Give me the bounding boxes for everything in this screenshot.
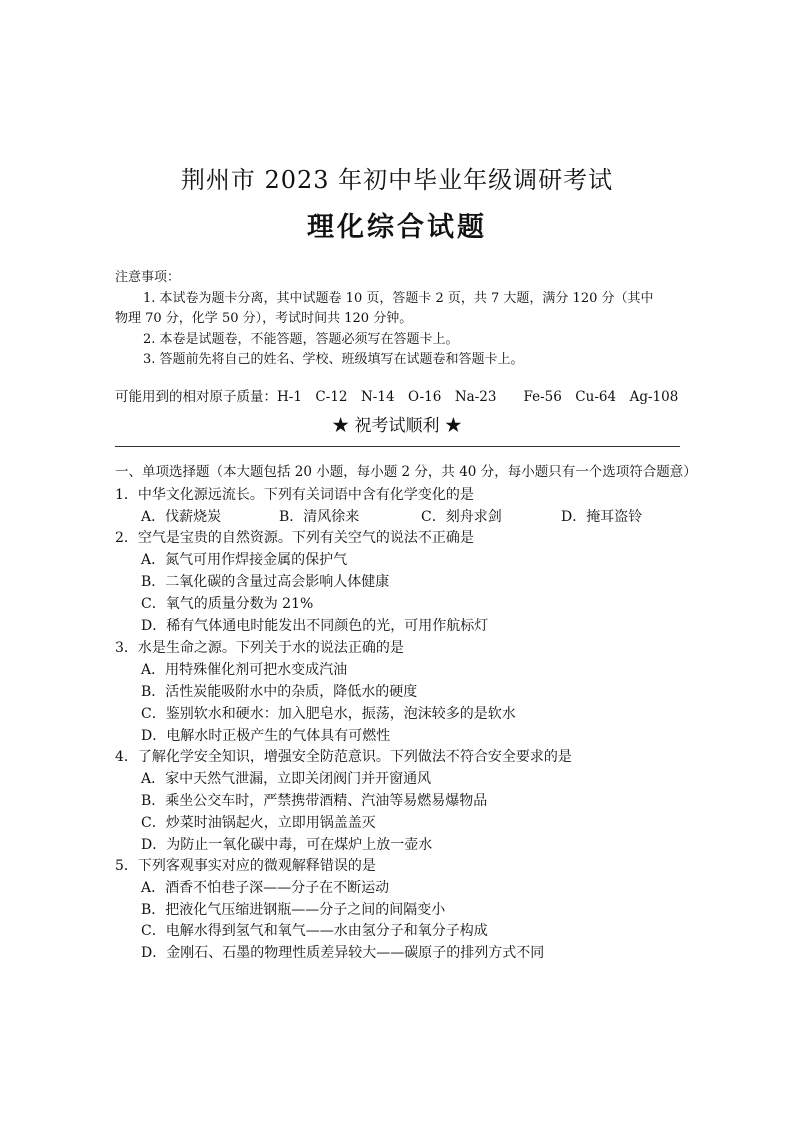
notes-heading: 注意事项： (115, 270, 181, 285)
question-5-option-b: B．把液化气压缩进钢瓶——分子之间的间隔变小 (141, 902, 446, 918)
note-item-1: 1. 本试卷为题卡分离，其中试题卷 10 页，答题卡 2 页，共 7 大题，满分 120 分（其中 (143, 291, 654, 306)
question-1-option-d: D．掩耳盗铃 (561, 509, 643, 525)
question-4-stem: 4．了解化学安全知识，增强安全防范意识。下列做法不符合安全要求的是 (115, 749, 572, 765)
note-item-3: 3. 答题前先将自己的姓名、学校、班级填写在试题卷和答题卡上。 (143, 352, 524, 367)
atomic-masses: 可能用到的相对原子质量：H-1 C-12 N-14 O-16 Na-23 Fe-56 Cu-64 Ag-108 (115, 389, 679, 405)
question-3-option-d: D．电解水时正极产生的气体具有可燃性 (141, 728, 391, 744)
question-2-option-a: A．氮气可用作焊接金属的保护气 (141, 552, 348, 568)
question-5-option-d: D．金刚石、石墨的物理性质差异较大——碳原子的排列方式不同 (141, 945, 545, 961)
exam-title: 荆州市 2023 年初中毕业年级调研考试 (180, 166, 614, 194)
question-1-option-a: A．伐薪烧炭 (141, 509, 222, 525)
question-1-stem: 1．中华文化源远流长。下列有关词语中含有化学变化的是 (115, 487, 474, 503)
question-2-option-b: B．二氧化碳的含量过高会影响人体健康 (141, 574, 390, 590)
question-3-stem: 3．水是生命之源。下列关于水的说法正确的是 (115, 640, 404, 656)
question-5-stem: 5．下列客观事实对应的微观解释错误的是 (115, 858, 376, 874)
divider (115, 446, 680, 447)
blessing: ★ 祝考试顺利 ★ (332, 416, 462, 436)
question-1-option-b: B．清风徐来 (279, 509, 360, 525)
exam-subtitle: 理化综合试题 (307, 212, 487, 243)
question-5-option-c: C．电解水得到氢气和氧气——水由氢分子和氧分子构成 (141, 923, 488, 939)
question-2-stem: 2．空气是宝贵的自然资源。下列有关空气的说法不正确是 (115, 530, 474, 546)
question-4-option-a: A．家中天然气泄漏，立即关闭阀门并开窗通风 (141, 771, 432, 787)
question-4-option-c: C．炒菜时油锅起火，立即用锅盖盖灭 (141, 815, 376, 831)
section-title: 一、单项选择题（本大题包括 20 小题，每小题 2 分，共 40 分，每小题只有一个选项符合题意） (115, 464, 697, 480)
note-item-1-cont: 物理 70 分，化学 50 分），考试时间共 120 分钟。 (115, 311, 413, 326)
question-4-option-b: B．乘坐公交车时，严禁携带酒精、汽油等易燃易爆物品 (141, 793, 488, 809)
question-5-option-a: A．酒香不怕巷子深——分子在不断运动 (141, 880, 390, 896)
question-3-option-c: C．鉴别软水和硬水：加入肥皂水，振荡，泡沫较多的是软水 (141, 706, 516, 722)
question-3-option-a: A．用特殊催化剂可把水变成汽油 (141, 662, 348, 678)
question-3-option-b: B．活性炭能吸附水中的杂质，降低水的硬度 (141, 684, 418, 700)
question-2-option-d: D．稀有气体通电时能发出不同颜色的光，可用作航标灯 (141, 618, 489, 634)
question-4-option-d: D．为防止一氧化碳中毒，可在煤炉上放一壶水 (141, 837, 433, 853)
question-2-option-c: C．氧气的质量分数为 21% (141, 596, 314, 612)
question-1-option-c: C．刻舟求剑 (421, 509, 502, 525)
note-item-2: 2. 本卷是试题卷，不能答题，答题必须写在答题卡上。 (143, 332, 459, 347)
